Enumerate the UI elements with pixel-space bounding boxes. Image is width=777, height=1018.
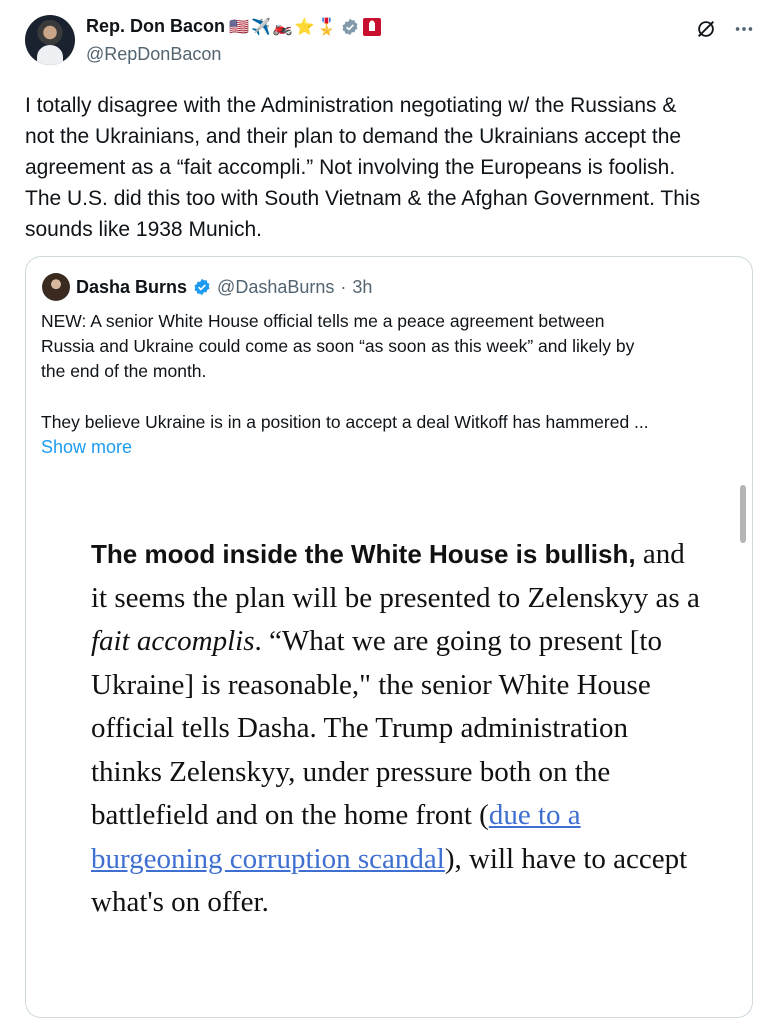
- article-text-2: . “What we are going to present [to Ukraine] is reasonable," the senior White House official tells Dasha. The Trump administration thinks Zelenskyy, under pressure both on the battlefield and on the home front (: [91, 625, 662, 831]
- quote-handle[interactable]: @DashaBurns: [217, 276, 335, 297]
- author-name-row: [86, 16, 381, 37]
- post-text: I totally disagree with the Administration negotiating w/ the Russians & not the Ukrainians, and their plan to demand the Ukrainians accept the agreement as a “fait accompli.” Not involving the Europeans is foolish. The U.S. did this too with South Vietnam & the Afghan Government. This sounds like 1938 Munich.: [25, 94, 701, 241]
- name-emoji: [229, 17, 337, 37]
- article-lead: The mood inside the White House is bullish,: [91, 539, 636, 569]
- post-actions: [695, 18, 755, 40]
- quote-timestamp[interactable]: 3h: [352, 276, 373, 297]
- quote-text: NEW: A senior White House official tells me a peace agreement between Russia and Ukraine could come as soon “as soon as this week” and likely by the end of the month.: [41, 311, 635, 381]
- congress-seal-icon: [363, 18, 381, 36]
- article-text-3: ), will have to accept what's on offer.: [91, 842, 688, 918]
- airplane-emoji: ✈️: [250, 18, 271, 36]
- article-italic: fait accomplis: [91, 625, 255, 657]
- quote-text-truncated: They believe Ukraine is in a position to accept a deal Witkoff has hammered ...: [41, 412, 649, 432]
- show-more-link[interactable]: Show more: [41, 437, 133, 457]
- quoted-post[interactable]: [25, 256, 753, 1018]
- grok-icon[interactable]: [695, 18, 717, 40]
- author-avatar[interactable]: [25, 15, 75, 65]
- verified-badge-icon: [193, 278, 211, 296]
- author-name[interactable]: Rep. Don Bacon: [86, 16, 226, 36]
- star-emoji: ⭐: [294, 18, 315, 36]
- us-flag-emoji: 🇺🇸: [229, 18, 249, 36]
- more-icon[interactable]: [733, 18, 755, 40]
- motorcycle-emoji: 🏍️: [272, 18, 293, 36]
- medal-emoji: 🎖️: [316, 18, 337, 36]
- article-screenshot: [91, 533, 701, 925]
- quote-author-name[interactable]: Dasha Burns: [76, 276, 188, 297]
- quote-header: [42, 273, 372, 301]
- scrollbar[interactable]: [740, 485, 746, 543]
- article-link[interactable]: due to a burgeoning corruption scandal: [91, 799, 581, 875]
- author-handle[interactable]: @RepDonBacon: [86, 44, 222, 64]
- quote-avatar[interactable]: [42, 273, 70, 301]
- article-text-1: and it seems the plan will be presented to Zelenskyy as a: [91, 538, 700, 614]
- meta-separator: ·: [340, 276, 347, 297]
- gray-verified-icon: [341, 18, 359, 36]
